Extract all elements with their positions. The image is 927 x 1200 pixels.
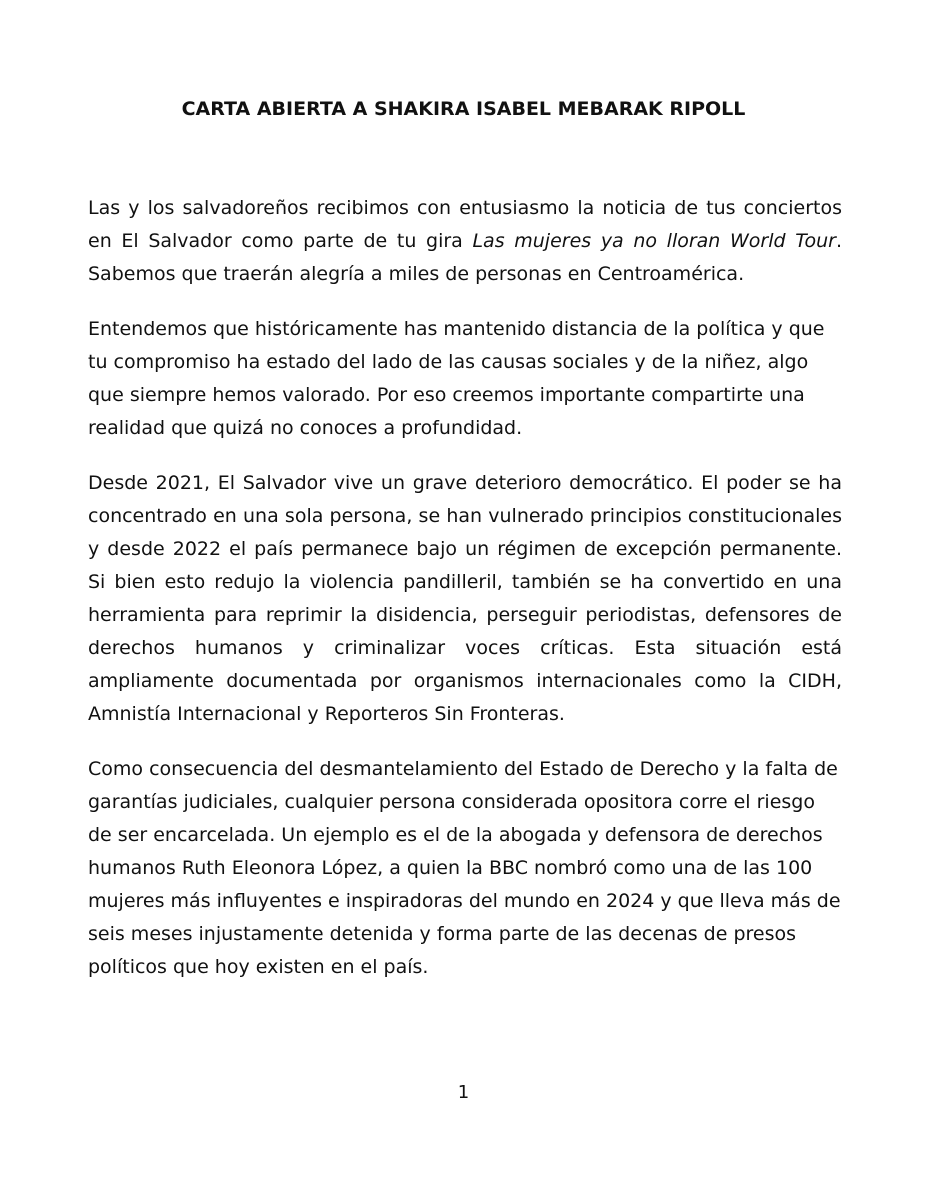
letter-body <box>88 192 842 1006</box>
tour-name: Las mujeres ya no lloran World Tour <box>472 230 836 252</box>
paragraph-politics: Entendemos que históricamente has mantenido distancia de la política y que tu compromiso ha estado del lado de las causas sociales y de la niñez, algo que siempre hemos valorado. Por eso creemos importante compartirte una realidad que quizá no conoces a profundidad. <box>88 318 825 439</box>
paragraph-intro-start: Las y los salvadoreños recibimos con entusiasmo la noticia de tus conciertos en El Salvador como parte de tu gira <box>88 197 842 252</box>
paragraph-democratic-decline: Desde 2021, El Salvador vive un grave deterioro democrático. El poder se ha concentrado en una sola persona, se han vulnerado principios constitucionales y desde 2022 el país permanece bajo un régimen de excepción permanente. Si bien esto redujo la violencia pandilleril, también se ha convertido en una herramienta para reprimir la disidencia, perseguir periodistas, defensores de derechos humanos y criminalizar voces críticas. Esta situación está ampliamente documentada por organismos internacionales como la CIDH, Amnistía Internacional y Reporteros Sin Fronteras. <box>88 472 842 725</box>
paragraph-intro <box>88 192 842 291</box>
page-number: 1 <box>457 1082 470 1103</box>
paragraph-intro-end: . Sabemos que traerán alegría a miles de personas en Centroamérica. <box>88 230 842 285</box>
letter-title: CARTA ABIERTA A SHAKIRA ISABEL MEBARAK RIPOLL <box>181 98 746 120</box>
paragraph-political-prisoners: Como consecuencia del desmantelamiento del Estado de Derecho y la falta de garantías judiciales, cualquier persona considerada opositora corre el riesgo de ser encarcelada. Un ejemplo es el de la abogada y defensora de derechos humanos Ruth Eleonora López, a quien la BBC nombró como una de las 100 mujeres más influyentes e inspiradoras del mundo en 2024 y que lleva más de seis meses injustamente detenida y forma parte de las decenas de presos políticos que hoy existen en el país. <box>88 758 841 978</box>
